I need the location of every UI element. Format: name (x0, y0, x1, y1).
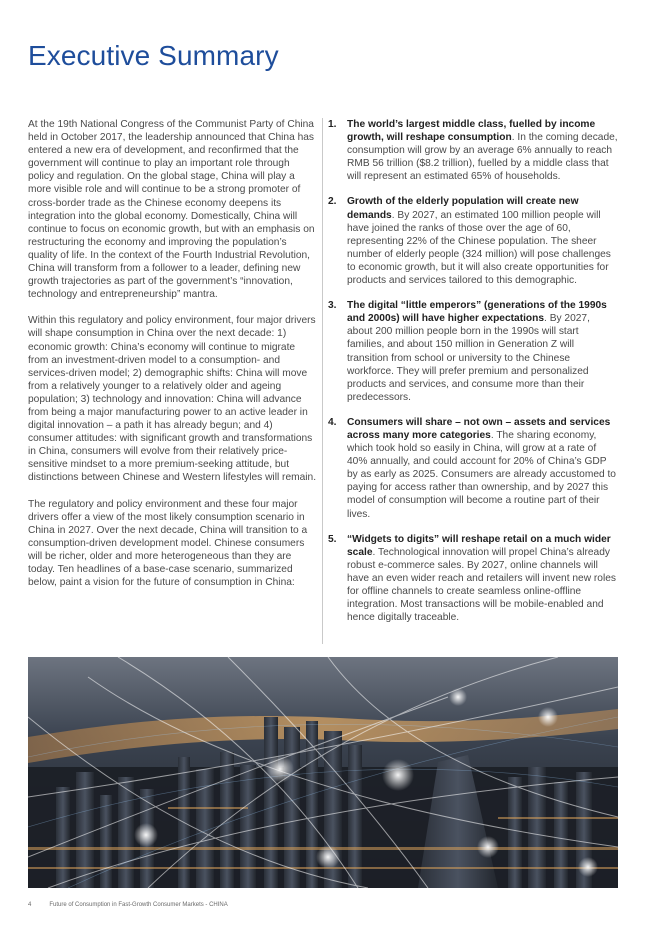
footer-text: Future of Consumption in Fast-Growth Consumer Markets - CHINA (49, 902, 228, 908)
intro-paragraph-2: Within this regulatory and policy environment, four major drivers will shape consumption in China over the next decade: 1) economic growth: China’s economy will continue to migrate from an investment-driven model to a consumption- and services-driven model; 2) demographic shifts: China will move from a relatively younger to a relatively older and ageing population; 3) technology and innovation: China will advance from being a major manufacturing power to an active leader in digital innovation – a path it has already begun; and 4) consumer attitudes: with significant growth and transformations in China, consumers will evolve from their relatively price-sensitive mindset to a more premium-seeking attitude, but distinctions between Chinese and Western lifestyles will remain. (28, 315, 317, 484)
headline-number: 5. (328, 533, 337, 545)
city-skyline-photo (28, 657, 618, 888)
page-number: 4 (28, 902, 32, 908)
headline-number: 3. (328, 300, 337, 312)
headlines-list (328, 118, 618, 624)
intro-paragraph-1: At the 19th National Congress of the Communist Party of China held in October 2017, the leadership announced that China has entered a new era of development, and reconfirmed that the government will continue to play an important role through policy and regulation. On the global stage, China will play a more visible role and will continue to be a strong promoter of cross-border trade as the Chinese economy deepens its integration into the global economy. Domestically, China will continue to focus on economic growth, but with an emphasis on restructuring the economy and improving the population’s quality of life. In the context of the Fourth Industrial Revolution, China will transform from a follower to a leader, defining new growth trajectories as part of the government’s “innovation, technology and entrepreneurship” mantra. (28, 119, 315, 301)
column-divider (322, 118, 323, 644)
headline-item (328, 299, 618, 404)
headline-number: 2. (328, 196, 337, 208)
page-title: Executive Summary (28, 40, 279, 71)
headline-body: . The sharing economy, which took hold so easily in China, will grow at a rate of 40% annually, and could account for 20% of China’s GDP by as early as 2025. Consumers are already accustomed to paying for access rather than ownership, and by 2027 this model of consumption will become a routine part of their lives. (347, 429, 616, 520)
city-network-illustration (28, 657, 618, 888)
headline-item (328, 533, 618, 625)
headline-number: 1. (328, 119, 337, 130)
intro-column (28, 118, 318, 602)
headline-body: . By 2027, about 200 million people born in the 1990s will start families, and about 150 million in Generation Z will transition from school or university to the Chinese workforce. They will prefer premium and personalized products and services, and consume more than their predecessors. (347, 313, 590, 403)
headline-title: Consumers will share – not own – assets and services across many more categories (347, 416, 611, 441)
headline-body: . In the coming decade, consumption will grow by an average 6% annually to reach RMB 56 trillion ($8.2 trillion), fuelled by a middle class that will represent an estimated 65% of households. (347, 132, 618, 183)
headline-body: . By 2027, an estimated 100 million people will have joined the ranks of those over the age of 60, representing 22% of the Chinese population. The sheer number of elderly people (324 million) will pose challenges to economic growth, but it will also create opportunities for products and services tailored to this demographic. (347, 209, 611, 287)
headline-title: The digital “little emperors” (generations of the 1990s and 2000s) will have higher expectations (347, 300, 607, 325)
headline-number: 4. (328, 416, 337, 428)
page-footer (28, 902, 228, 908)
intro-paragraph-3: The regulatory and policy environment and these four major drivers offer a view of the most likely consumption scenario in China in 2027. Over the next decade, China will transition to a consumption-driven development model. Chinese consumers will be richer, older and more heterogeneous than they are today. Ten headlines of a base-case scenario, summarized below, paint a vision for the future of consumption in China: (28, 498, 308, 589)
headline-title: “Widgets to digits” will reshape retail on a much wider scale (347, 533, 611, 558)
headline-title: The world’s largest middle class, fuelled by income growth, will reshape consumption (347, 119, 596, 144)
headline-body: . Technological innovation will propel China’s already robust e-commerce sales. By 2027, online channels will have an even wider reach and retailers will invent new roles for offline channels to create seamless online-offline integration. Most transactions will be mobile-enabled and hence digitally traceable. (347, 546, 616, 624)
headline-title: Growth of the elderly population will create new demands (347, 196, 579, 221)
headline-item (328, 118, 618, 183)
headline-item (328, 416, 618, 521)
headline-item (328, 195, 618, 287)
headlines-column (328, 118, 618, 636)
